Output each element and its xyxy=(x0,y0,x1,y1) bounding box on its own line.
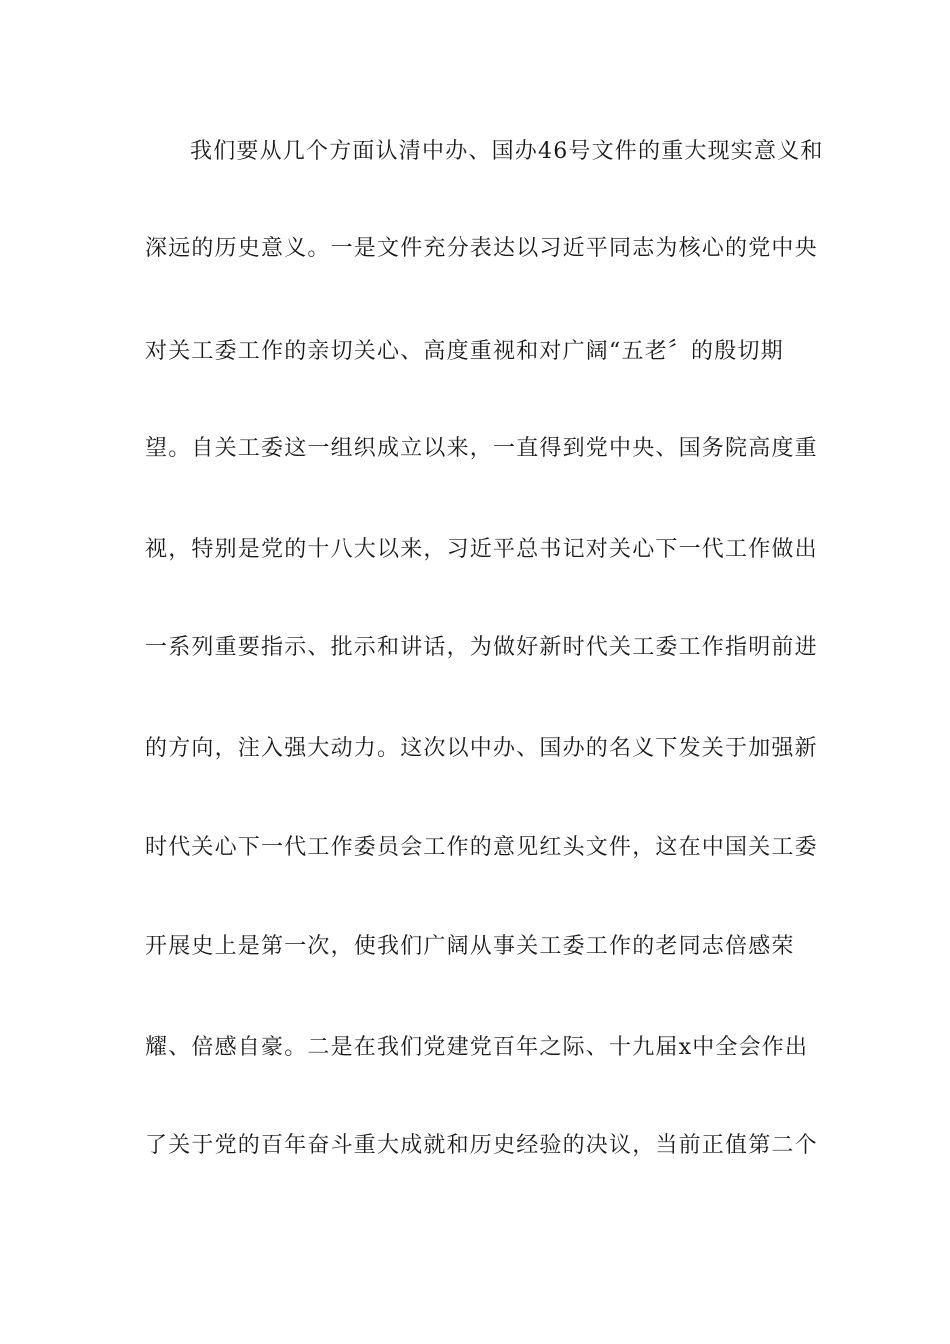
paragraph-line: 深远的历史意义。一是文件充分表达以习近平同志为核心的党中央 xyxy=(145,236,818,261)
paragraph-line: 一系列重要指示、批示和讲话，为做好新时代关工委工作指明前进 xyxy=(145,635,818,660)
paragraph-line: 耀、倍感自豪。二是在我们党建党百年之际、十九届x中全会作出 xyxy=(145,1035,809,1060)
paragraph-line: 望。自关工委这一组织成立以来，一直得到党中央、国务院高度重 xyxy=(145,436,818,461)
paragraph-line: 开展史上是第一次，使我们广阔从事关工委工作的老同志倍感荣 xyxy=(145,934,795,959)
paragraph-line: 的方向，注入强大动力。这次以中办、国办的名义下发关于加强新 xyxy=(145,736,818,761)
paragraph-line: 对关工委工作的亲切关心、高度重视和对广阔“五老〞的殷切期 xyxy=(145,339,784,364)
paragraph-line: 时代关心下一代工作委员会工作的意见红头文件，这在中国关工委 xyxy=(145,835,818,860)
paragraph-line: 了关于党的百年奋斗重大成就和历史经验的决议，当前正值第二个 xyxy=(145,1133,818,1158)
paragraph-line: 我们要从几个方面认清中办、国办46号文件的重大现实意义和 xyxy=(190,139,824,164)
paragraph-line: 视，特别是党的十八大以来，习近平总书记对关心下一代工作做出 xyxy=(145,537,818,562)
